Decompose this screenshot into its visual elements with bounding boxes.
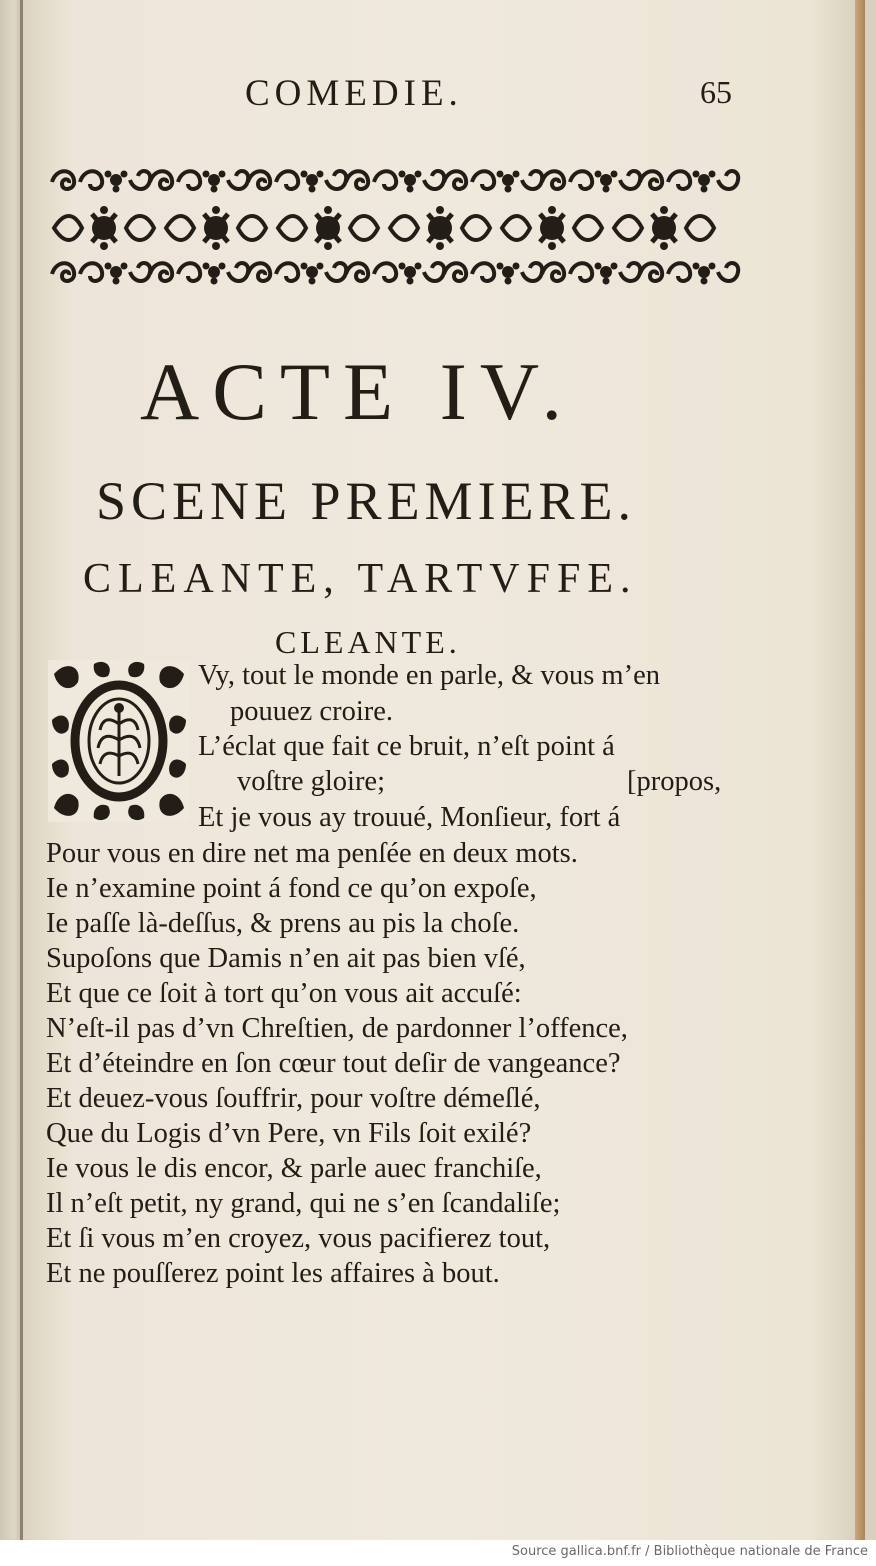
page-fore-edge	[855, 0, 865, 1540]
page-number: 65	[700, 74, 732, 110]
verse-line: Et deuez-vous ſouffrir, pour voſtre démeſlé,	[46, 1083, 541, 1114]
verse-line: Ie vous le dis encor, & parle auec franchiſe,	[46, 1153, 542, 1184]
verse-line: Et que ce ſoit à tort qu’on vous ait accuſé:	[46, 978, 522, 1009]
decorated-initial	[48, 660, 190, 822]
verse-line: N’eſt-il pas d’vn Chreſtien, de pardonner l’offence,	[46, 1013, 628, 1044]
verse-line: pouuez croire.	[230, 696, 393, 727]
scene-title: SCENE PREMIERE.	[96, 471, 637, 531]
verse-line: Ie paſſe là-deſſus, & prens au pis la choſe.	[46, 908, 520, 939]
source-credit: Source gallica.bnf.fr / Bibliothèque nationale de France	[511, 1544, 868, 1559]
verse-line: L’éclat que fait ce bruit, n’eſt point á	[198, 731, 615, 762]
verse-line: Et je vous ay trouué, Monſieur, fort á	[198, 802, 621, 833]
verse-line: Et d’éteindre en ſon cœur tout deſir de vangeance?	[46, 1048, 621, 1079]
verse-line: voſtre gloire;	[237, 766, 385, 797]
verse-line: Que du Logis d’vn Pere, vn Fils ſoit exilé?	[46, 1118, 532, 1149]
verse-line: Et ſi vous m’en croyez, vous pacifierez tout,	[46, 1223, 551, 1254]
verse-line: Supoſons que Damis n’en ait pas bien vſé,	[46, 943, 526, 974]
ornament-band	[50, 162, 742, 294]
act-title: ACTE IV.	[140, 346, 576, 437]
running-head-text: COMEDIE.	[245, 73, 463, 114]
verse-line: Vy, tout le monde en parle, & vous m’en	[198, 660, 660, 691]
verse-line: Pour vous en dire net ma penſée en deux mots.	[46, 838, 578, 869]
speaker-name: CLEANTE.	[275, 624, 461, 660]
verse-line: Et ne pouſſerez point les affaires à bout.	[46, 1258, 500, 1289]
characters-line: CLEANTE, TARTVFFE.	[83, 556, 638, 602]
verse-line: [propos,	[627, 766, 722, 797]
scan-margin	[865, 0, 876, 1540]
verse-line: Ie n’examine point á fond ce qu’on expoſe,	[46, 873, 537, 904]
verse-line: Il n’eſt petit, ny grand, qui ne s’en ſcandaliſe;	[46, 1188, 561, 1219]
